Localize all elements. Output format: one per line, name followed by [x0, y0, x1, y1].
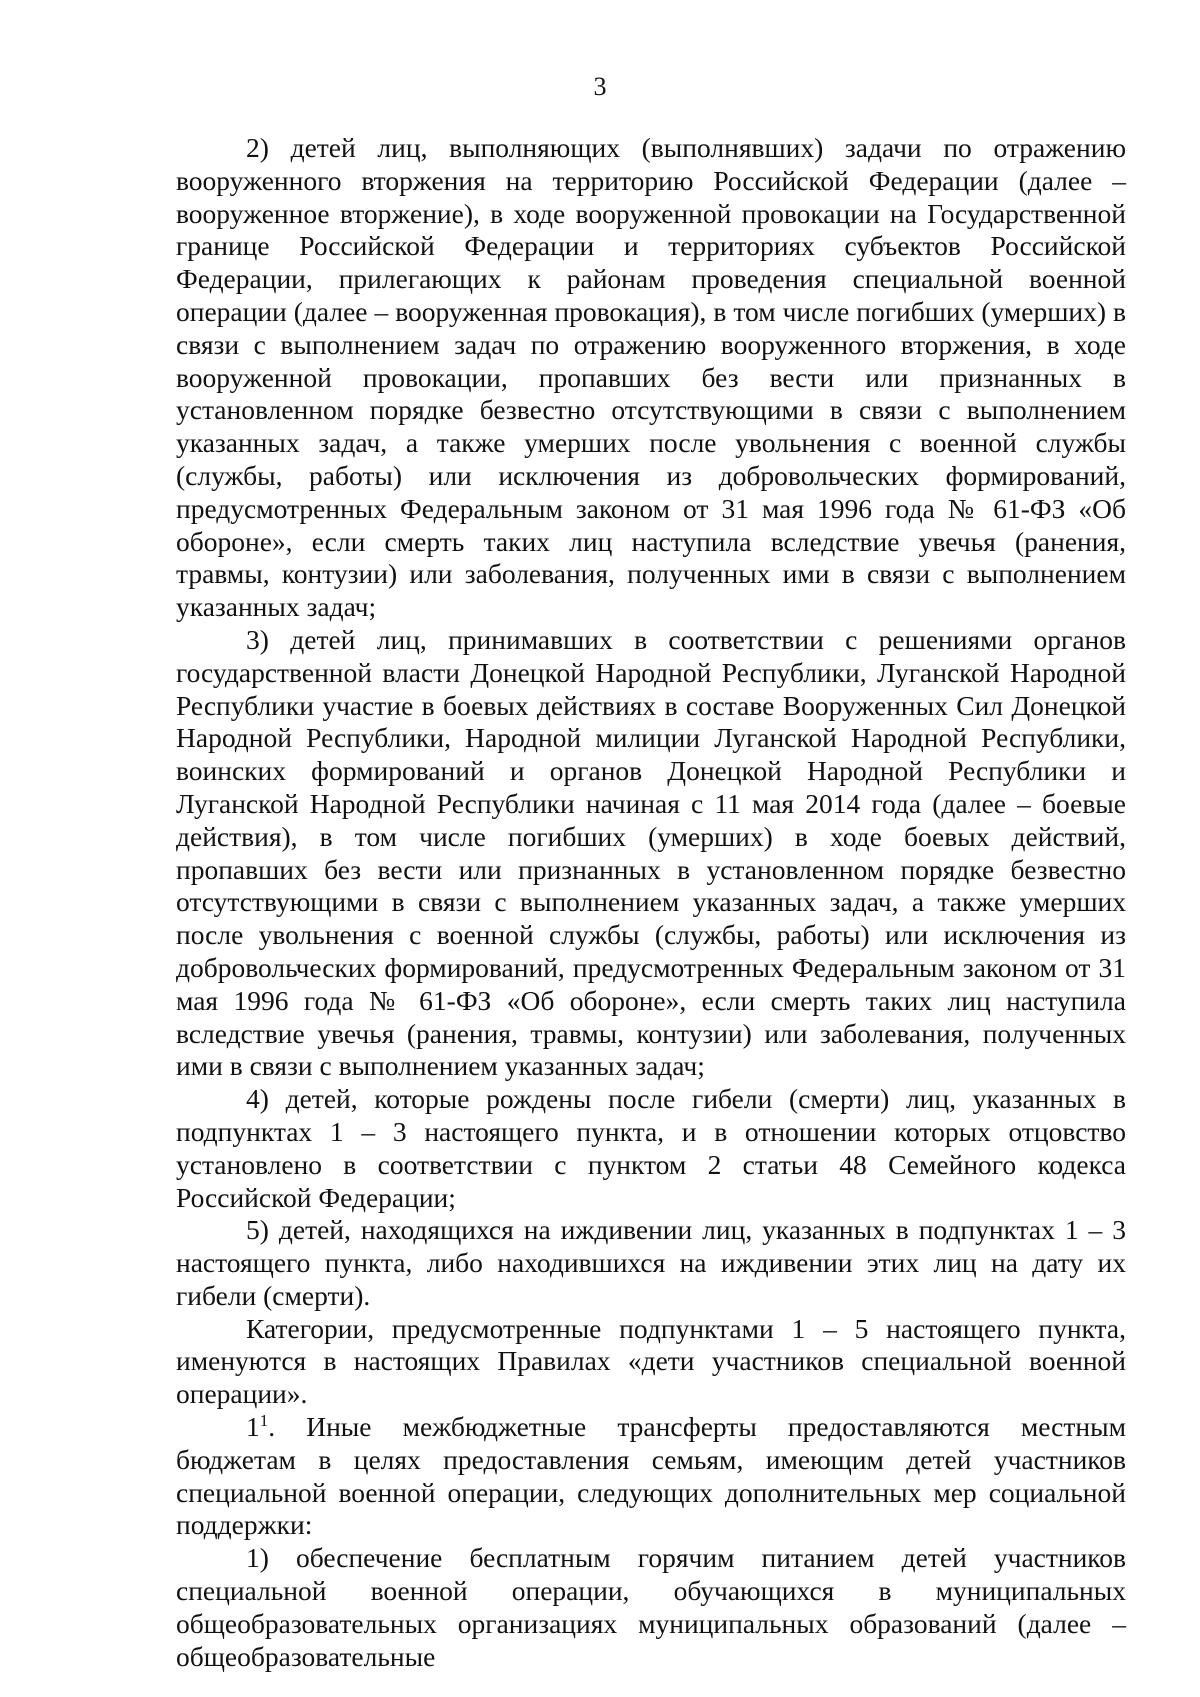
clause-number: 1: [246, 1411, 260, 1443]
paragraph-subitem-5: 5) детей, находящихся на иждивении лиц, указанных в подпунктах 1 – 3 настоящего пункта, либо находившихся на иждивении этих лиц на дату их гибели (смерти).: [176, 1214, 1126, 1311]
page-number: 3: [593, 72, 607, 101]
document-body: [176, 132, 1126, 1673]
paragraph-subitem-4: 4) детей, которые рождены после гибели (смерти) лиц, указанных в подпунктах 1 – 3 настоящего пункта, и в отношении которых отцовство установлено в соответствии с пунктом 2 статьи 48 Семейного кодекса Российской Федерации;: [176, 1083, 1126, 1213]
paragraph-categories: Категории, предусмотренные подпунктами 1 – 5 настоящего пункта, именуются в настоящих Правилах «дети участников специальной военной операции».: [176, 1312, 1126, 1410]
clause-text: . Иные межбюджетные трансферты предоставляются местным бюджетам в целях предоставления семьям, имеющим детей участников специальной военной операции, следующих дополнительных мер социальной поддержки:: [176, 1411, 1126, 1541]
paragraph-clause-1-1: [176, 1411, 1126, 1542]
paragraph-measure-1: 1) обеспечение бесплатным горячим питанием детей участников специальной военной операции, обучающихся в муниципальных общеобразовательных организациях муниципальных образований (далее – общеобразовательные: [176, 1542, 1126, 1672]
paragraph-subitem-2: 2) детей лиц, выполняющих (выполнявших) задачи по отражению вооруженного вторжения на территорию Российской Федерации (далее – вооруженное вторжение), в ходе вооруженной провокации на Государственной границе Российской Федерации и территориях субъектов Российской Федерации, прилегающих к районам проведения специальной военной операции (далее – вооруженная провокация), в том числе погибших (умерших) в связи с выполнением задач по отражению вооруженного вторжения, в ходе вооруженной провокации, пропавших без вести или признанных в установленном порядке безвестно отсутствующими в связи с выполнением указанных задач, а также умерших после увольнения с военной службы (службы, работы) или исключения из добровольческих формирований, предусмотренных Федеральным законом от 31 мая 1996 года № 61-ФЗ «Об обороне», если смерть таких лиц наступила вследствие увечья (ранения, травмы, контузии) или заболевания, полученных ими в связи с выполнением указанных задач;: [176, 132, 1126, 623]
clause-superscript: 1: [259, 1410, 269, 1430]
paragraph-subitem-3: 3) детей лиц, принимавших в соответствии с решениями органов государственной власти Донецкой Народной Республики, Луганской Народной Республики участие в боевых действиях в составе Вооруженных Сил Донецкой Народной Республики, Народной милиции Луганской Народной Республики, воинских формирований и органов Донецкой Народной Республики и Луганской Народной Республики начиная с 11 мая 2014 года (далее – боевые действия), в том числе погибших (умерших) в ходе боевых действий, пропавших без вести или признанных в установленном порядке безвестно отсутствующими в связи с выполнением указанных задач, а также умерших после увольнения с военной службы (службы, работы) или исключения из добровольческих формирований, предусмотренных Федеральным законом от 31 мая 1996 года № 61-ФЗ «Об обороне», если смерть таких лиц наступила вследствие увечья (ранения, травмы, контузии) или заболевания, полученных ими в связи с выполнением указанных задач;: [176, 623, 1126, 1082]
